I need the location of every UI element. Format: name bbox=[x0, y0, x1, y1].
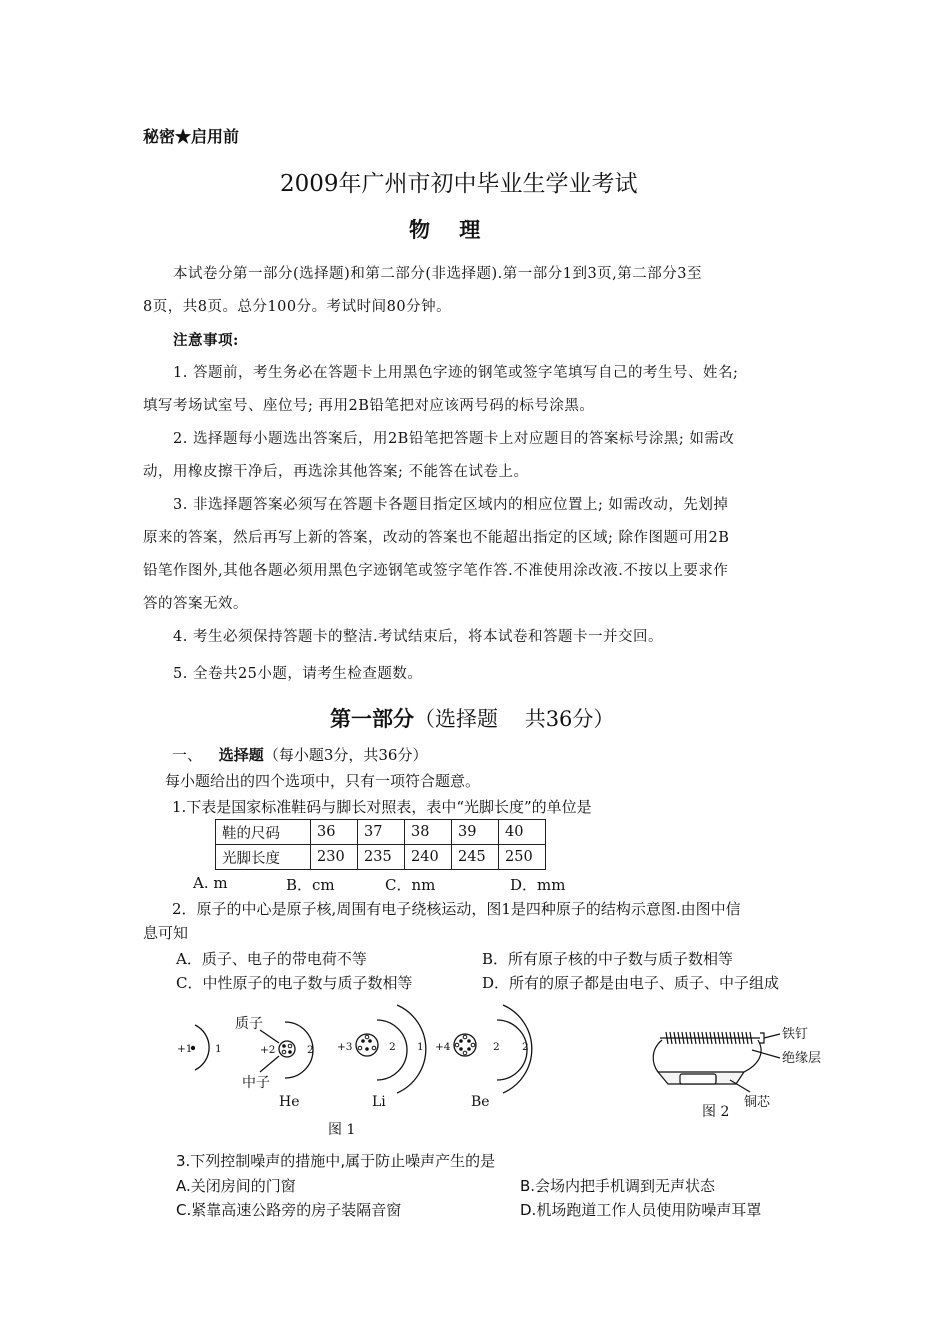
atom-be-outer-count: 2 bbox=[522, 1041, 529, 1053]
notes-heading: 注意事项: bbox=[173, 332, 239, 349]
table-cell: 40 bbox=[499, 820, 546, 845]
table-cell: 37 bbox=[358, 820, 405, 845]
note-2-line-2: 动，用橡皮擦干净后，再选涂其他答案; 不能答在试卷上。 bbox=[143, 464, 529, 480]
q2-option-b: B．所有原子核的中子数与质子数相等 bbox=[482, 950, 734, 968]
figure1-atom-diagrams bbox=[165, 1000, 545, 1145]
section-name: 选择题 bbox=[218, 746, 264, 764]
part1-title-rest: （选择题 共36分） bbox=[414, 707, 615, 731]
label-nail: 铁钉 bbox=[782, 1027, 809, 1042]
section-instruction: 每小题给出的四个选项中，只有一项符合题意。 bbox=[165, 772, 481, 790]
q1-option-d: D．mm bbox=[510, 876, 566, 894]
figure2-caption: 图 2 bbox=[702, 1104, 730, 1120]
q2-stem-line-1: 2．原子的中心是原子核,周围有电子绕核运动，图1是四种原子的结构示意图.由图中信 bbox=[172, 900, 741, 918]
table-row-header: 光脚长度 bbox=[216, 845, 311, 870]
figure2-electromagnet bbox=[640, 1020, 840, 1125]
table-cell: 240 bbox=[405, 845, 452, 870]
shoe-size-table bbox=[215, 819, 546, 870]
table-cell: 245 bbox=[452, 845, 499, 870]
left-wire bbox=[653, 1040, 662, 1072]
table-cell: 38 bbox=[405, 820, 452, 845]
atom-he-charge: +2 bbox=[260, 1044, 276, 1056]
q2-option-d: D．所有的原子都是由电子、质子、中子组成 bbox=[482, 974, 780, 992]
note-3-line-2: 原来的答案，然后再写上新的答案，改动的答案也不能超出指定的区域; 除作图题可用2B bbox=[143, 530, 730, 546]
atom-h-charge: +1 bbox=[177, 1043, 193, 1055]
right-wire bbox=[744, 1040, 761, 1072]
q3-option-b: B.会场内把手机调到无声状态 bbox=[520, 1177, 716, 1195]
q1-option-c: C．nm bbox=[385, 876, 436, 894]
table-cell: 230 bbox=[311, 845, 358, 870]
li-nucleus bbox=[356, 1034, 378, 1056]
q3-option-a: A.关闭房间的门窗 bbox=[176, 1177, 296, 1195]
atom-h-shell-count: 1 bbox=[215, 1043, 222, 1055]
label-insulation: 绝缘层 bbox=[782, 1051, 822, 1066]
q2-stem-line-2: 息可知 bbox=[143, 924, 189, 942]
exam-title: 2009年广州市初中毕业生学业考试 bbox=[280, 171, 638, 197]
atom-be-name: Be bbox=[471, 1094, 490, 1110]
neutron-pointer bbox=[260, 1056, 279, 1072]
note-3-line-1: 3. 非选择题答案必须写在答题卡各题目指定区域内的相应位置上; 如需改动，先划掉 bbox=[173, 497, 729, 513]
be-nucleus bbox=[454, 1034, 476, 1056]
atom-li-name: Li bbox=[372, 1094, 386, 1110]
note-3-line-3: 铅笔作图外,其他各题必须用黑色字迹钢笔或签字笔作答.不准使用涂改液.不按以上要求作 bbox=[143, 563, 729, 579]
section-detail: （每小题3分，共36分） bbox=[263, 746, 428, 764]
part1-title-bold: 第一部分 bbox=[330, 706, 414, 731]
atom-be-charge: +4 bbox=[435, 1041, 451, 1053]
table-cell: 250 bbox=[499, 845, 546, 870]
intro-line-2: 8页，共8页。总分100分。考试时间80分钟。 bbox=[143, 299, 452, 315]
note-5-line-1: 5. 全卷共25小题，请考生检查题数。 bbox=[173, 666, 423, 682]
atom-li-inner-count: 2 bbox=[389, 1041, 396, 1053]
atom-h-shell bbox=[195, 1025, 209, 1070]
q1-option-b: B．cm bbox=[286, 876, 335, 894]
atom-be-inner-count: 2 bbox=[493, 1041, 500, 1053]
q2-option-a: A．质子、电子的带电荷不等 bbox=[176, 950, 367, 968]
table-row bbox=[216, 845, 546, 870]
section-number: 一、 bbox=[172, 746, 203, 764]
table-cell: 235 bbox=[358, 845, 405, 870]
q3-option-d: D.机场跑道工作人员使用防噪声耳罩 bbox=[520, 1201, 762, 1219]
intro-line-1: 本试卷分第一部分(选择题)和第二部分(非选择题).第一部分1到3页,第二部分3至 bbox=[173, 266, 703, 282]
atom-li-outer-count: 1 bbox=[417, 1041, 424, 1053]
label-proton: 质子 bbox=[235, 1016, 263, 1032]
he-nucleus bbox=[279, 1041, 295, 1057]
figure1-caption: 图 1 bbox=[328, 1122, 356, 1138]
atom-li-charge: +3 bbox=[337, 1041, 353, 1053]
table-row bbox=[216, 820, 546, 845]
intro-paragraph bbox=[143, 258, 807, 691]
part1-title bbox=[330, 703, 614, 733]
note-4-line-1: 4. 考生必须保持答题卡的整洁.考试结束后，将本试卷和答题卡一并交回。 bbox=[173, 629, 664, 645]
q2-option-c: C．中性原子的电子数与质子数相等 bbox=[176, 974, 413, 992]
label-copper: 铜芯 bbox=[744, 1095, 771, 1110]
note-1-line-1: 1. 答题前，考生务必在答题卡上用黑色字迹的钢笔或签字笔填写自己的考生号、姓名; bbox=[173, 365, 739, 381]
table-cell: 36 bbox=[311, 820, 358, 845]
secret-label: 秘密★启用前 bbox=[143, 127, 240, 146]
note-3-line-4: 答的答案无效。 bbox=[143, 596, 248, 612]
table-row-header: 鞋的尺码 bbox=[216, 820, 311, 845]
q3-stem: 3.下列控制噪声的措施中,属于防止噪声产生的是 bbox=[176, 1152, 496, 1170]
subject-title: 物 理 bbox=[409, 217, 481, 242]
atom-he-shell-count: 2 bbox=[307, 1044, 314, 1056]
battery bbox=[680, 1074, 716, 1084]
q1-stem: 1.下表是国家标准鞋码与脚长对照表，表中“光脚长度”的单位是 bbox=[172, 798, 592, 816]
q1-option-a: A. m bbox=[193, 874, 228, 892]
q3-option-c: C.紧靠高速公路旁的房子装隔音窗 bbox=[176, 1201, 402, 1219]
note-2-line-1: 2. 选择题每小题选出答案后，用2B铅笔把答题卡上对应题目的答案标号涂黑; 如需改 bbox=[173, 431, 735, 447]
atom-he-name: He bbox=[279, 1094, 300, 1110]
table-cell: 39 bbox=[452, 820, 499, 845]
note-1-line-2: 填写考场试室号、座位号; 再用2B铅笔把对应该两号码的标号涂黑。 bbox=[143, 398, 595, 414]
label-neutron: 中子 bbox=[242, 1075, 270, 1091]
section-heading bbox=[172, 744, 427, 765]
